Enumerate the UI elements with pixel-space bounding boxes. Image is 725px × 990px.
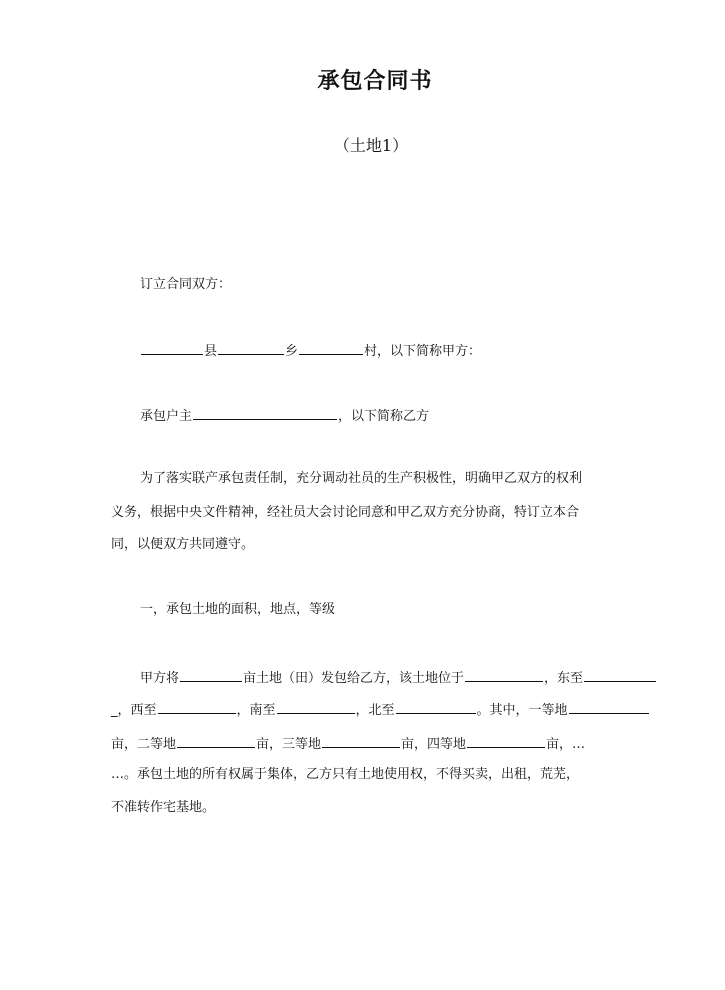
county-label: 县 (204, 344, 218, 359)
section1-line-1 (140, 667, 657, 688)
party-b-line (140, 405, 429, 426)
grade4-blank (467, 733, 545, 748)
section1-line-5: 不准转作宅基地。 (111, 800, 216, 815)
text-segment: 亩，四等地 (401, 737, 467, 752)
east-blank (584, 667, 656, 682)
text-segment: 甲方将 (140, 671, 180, 686)
grade1-blank (569, 699, 649, 714)
township-blank (218, 340, 284, 355)
party-b-suffix: ，以下简称乙方 (338, 409, 430, 424)
north-blank (396, 699, 476, 714)
text-segment: 亩，二等地 (111, 737, 177, 752)
text-segment: 亩，三等地 (256, 737, 322, 752)
section1-line-3 (111, 733, 585, 754)
document-subtitle: （土地1） (333, 136, 409, 155)
section1-line-2 (111, 699, 650, 720)
party-a-line (140, 340, 481, 361)
text-segment: 亩土地（田）发包给乙方，该土地位于 (243, 671, 465, 686)
location-blank (465, 667, 543, 682)
household-head-blank (193, 405, 337, 420)
text-segment: ，南至 (236, 703, 276, 718)
section1-line-4: …。承包土地的所有权属于集体，乙方只有土地使用权，不得买卖，出租，荒芜， (111, 767, 580, 782)
preamble-line-3: 同，以便双方共同遵守。 (111, 537, 255, 552)
village-blank (299, 340, 363, 355)
preamble-line-2: 义务，根据中央文件精神，经社员大会讨论同意和甲乙双方充分协商，特订立本合 (111, 505, 580, 520)
south-blank (277, 699, 355, 714)
county-blank (141, 340, 203, 355)
text-segment: ，北至 (355, 703, 395, 718)
document-title: 承包合同书 (317, 69, 433, 94)
text-segment: ，东至 (544, 671, 584, 686)
preamble-line-1: 为了落实联产承包责任制，充分调动社员的生产积极性，明确甲乙双方的权利 (140, 471, 583, 486)
text-segment: _，西至 (111, 703, 157, 718)
township-label: 乡 (285, 344, 299, 359)
grade3-blank (322, 733, 400, 748)
party-b-prefix: 承包户主 (140, 409, 193, 424)
text-segment: 。其中，一等地 (476, 703, 568, 718)
west-blank (158, 699, 236, 714)
parties-heading: 订立合同双方： (140, 277, 232, 292)
text-segment: 亩，… (546, 737, 586, 752)
section1-heading: 一，承包土地的面积，地点，等级 (140, 602, 336, 617)
village-label: 村，以下简称甲方： (364, 344, 482, 359)
grade2-blank (177, 733, 255, 748)
area-blank (180, 667, 242, 682)
